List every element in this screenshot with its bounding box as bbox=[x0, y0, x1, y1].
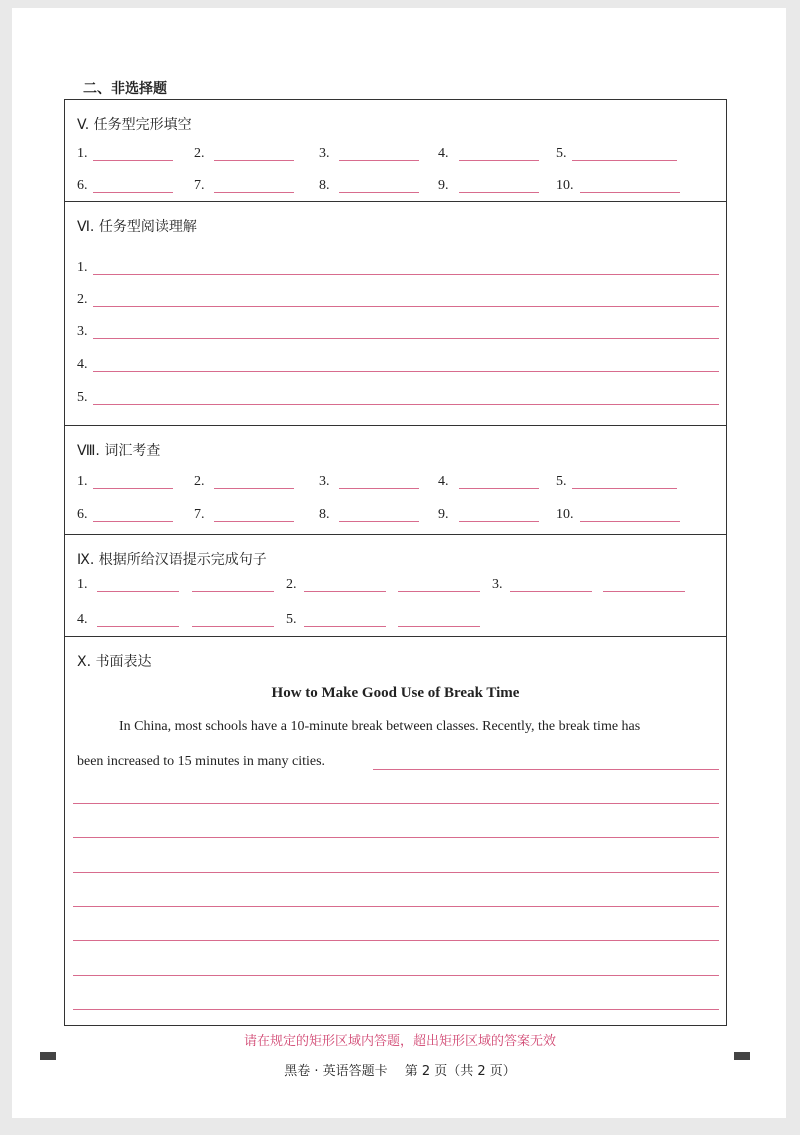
answer-blank[interactable]: 3. bbox=[319, 144, 424, 164]
section-sentences bbox=[65, 535, 726, 637]
answer-blank[interactable]: 2. bbox=[194, 144, 299, 164]
alignment-marker bbox=[40, 1052, 56, 1060]
answer-line[interactable]: 2. bbox=[77, 290, 720, 310]
answer-blank[interactable]: 7. bbox=[194, 505, 299, 525]
answer-blank[interactable]: 6. bbox=[77, 176, 177, 196]
section-vocabulary bbox=[65, 426, 726, 535]
section-cloze bbox=[65, 100, 726, 202]
section-title: Ⅸ. 根据所给汉语提示完成句子 bbox=[77, 552, 267, 568]
answer-blank[interactable]: 4. bbox=[438, 144, 543, 164]
answer-blank[interactable]: 8. bbox=[319, 176, 424, 196]
answer-row bbox=[65, 610, 726, 630]
answer-blank[interactable]: 2. bbox=[286, 575, 486, 595]
answer-blank[interactable]: 1. bbox=[77, 575, 277, 595]
essay-title: How to Make Good Use of Break Time bbox=[271, 685, 520, 701]
answer-blank[interactable]: 4. bbox=[438, 472, 543, 492]
answer-blank[interactable]: 8. bbox=[319, 505, 424, 525]
section-title: X. 书面表达 bbox=[77, 654, 152, 670]
section-title: Ⅷ. 词汇考查 bbox=[77, 443, 161, 459]
part-heading: 二、非选择题 bbox=[83, 81, 167, 97]
answer-row bbox=[65, 575, 726, 595]
answer-blank[interactable]: 1. bbox=[77, 472, 177, 492]
writing-line[interactable] bbox=[73, 906, 719, 907]
answer-blank[interactable]: 10. bbox=[556, 505, 686, 525]
answer-blank[interactable]: 3. bbox=[319, 472, 424, 492]
answer-blank[interactable]: 9. bbox=[438, 505, 543, 525]
section-writing bbox=[65, 637, 726, 1025]
answer-blank[interactable]: 5. bbox=[286, 610, 486, 630]
essay-prompt-line: been increased to 15 minutes in many cities. bbox=[77, 754, 326, 769]
answer-blank[interactable]: 5. bbox=[556, 472, 681, 492]
answer-blank[interactable]: 4. bbox=[77, 610, 277, 630]
answer-blank[interactable]: 6. bbox=[77, 505, 177, 525]
answer-blank[interactable]: 2. bbox=[194, 472, 299, 492]
section-reading bbox=[65, 202, 726, 426]
answer-line[interactable]: 1. bbox=[77, 258, 720, 278]
answer-row bbox=[65, 176, 726, 196]
section-title: V. 任务型完形填空 bbox=[77, 117, 192, 133]
writing-line[interactable] bbox=[73, 940, 719, 941]
answer-line[interactable]: 4. bbox=[77, 355, 720, 375]
writing-line[interactable] bbox=[73, 975, 719, 976]
writing-line[interactable] bbox=[73, 872, 719, 873]
writing-line[interactable] bbox=[373, 769, 719, 770]
section-title: Ⅵ. 任务型阅读理解 bbox=[77, 219, 197, 235]
alignment-marker bbox=[734, 1052, 750, 1060]
answer-line[interactable]: 5. bbox=[77, 388, 720, 408]
essay-prompt-line: In China, most schools have a 10-minute break between classes. Recently, the break time has bbox=[119, 719, 641, 734]
answer-blank[interactable]: 9. bbox=[438, 176, 543, 196]
writing-line[interactable] bbox=[73, 803, 719, 804]
answer-blank[interactable]: 1. bbox=[77, 144, 177, 164]
writing-line[interactable] bbox=[73, 1009, 719, 1010]
answer-blank[interactable]: 5. bbox=[556, 144, 681, 164]
answer-area-warning: 请在规定的矩形区域内答题，超出矩形区域的答案无效 bbox=[243, 1034, 556, 1049]
answer-row bbox=[65, 472, 726, 492]
answer-row bbox=[65, 505, 726, 525]
answer-frame bbox=[64, 99, 727, 1026]
writing-line[interactable] bbox=[73, 837, 719, 838]
answer-blank[interactable]: 3. bbox=[492, 575, 692, 595]
answer-line[interactable]: 3. bbox=[77, 322, 720, 342]
page-footer: 黑卷 · 英语答题卡 第 2 页（共 2 页） bbox=[284, 1064, 516, 1079]
answer-blank[interactable]: 10. bbox=[556, 176, 686, 196]
answer-blank[interactable]: 7. bbox=[194, 176, 299, 196]
answer-row bbox=[65, 144, 726, 164]
